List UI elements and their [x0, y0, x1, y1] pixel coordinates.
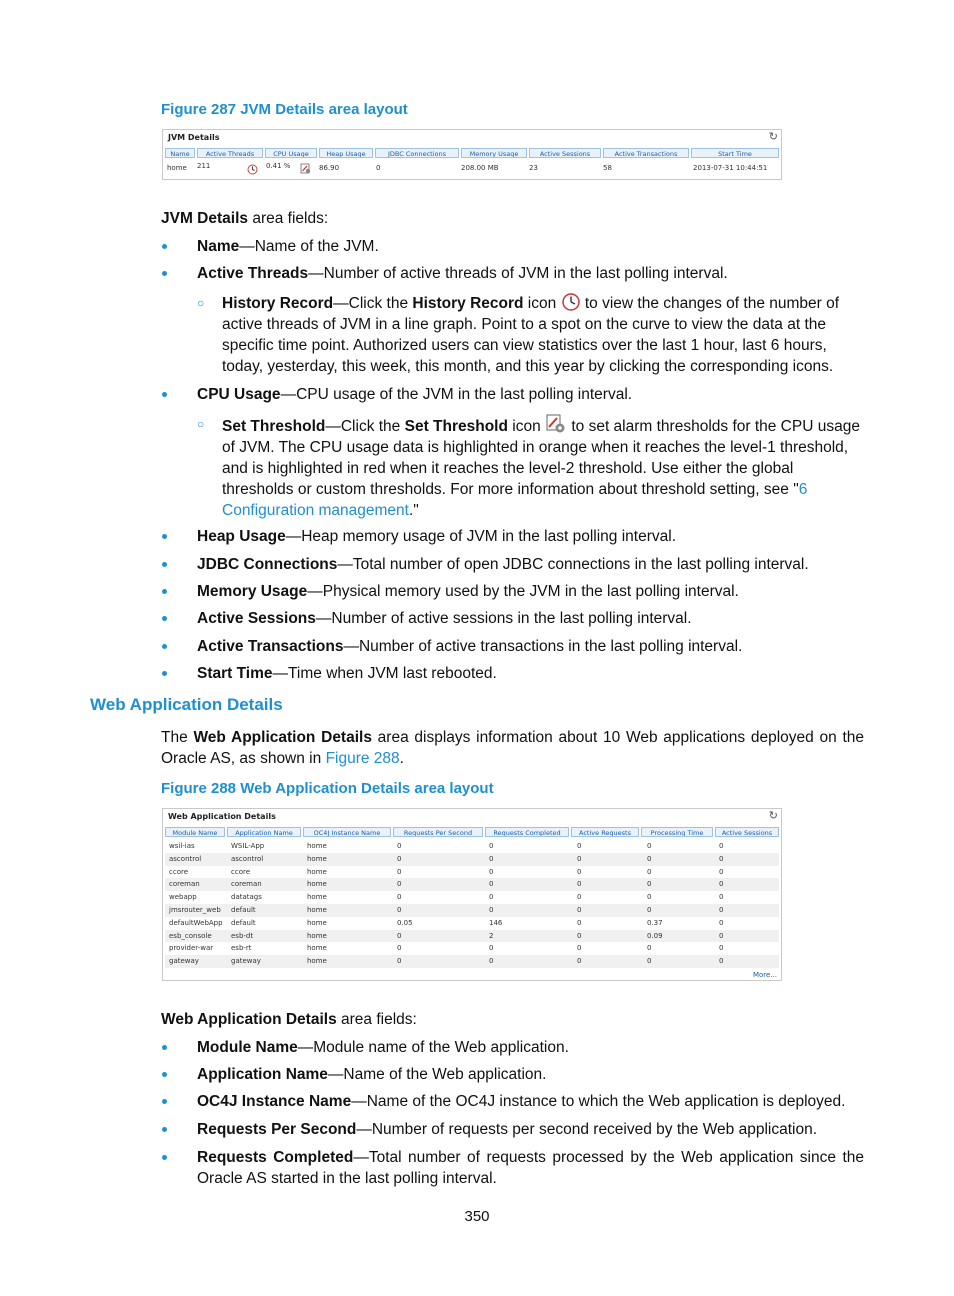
cell-active-requests: 0	[577, 944, 582, 953]
cell-oc4j-instance: home	[307, 854, 327, 863]
bullet-icon	[162, 644, 170, 652]
list-item: Start Time—Time when JVM last rebooted.	[197, 665, 497, 682]
cell-oc4j-instance: home	[307, 906, 327, 914]
cell-oc4j-instance: home	[307, 918, 327, 927]
list-item: Name—Name of the JVM.	[197, 238, 379, 255]
col-header-cpu-usage[interactable]: CPU Usage	[265, 148, 317, 158]
cell-active-sessions: 0	[719, 918, 724, 927]
page-number: 350	[464, 1208, 490, 1225]
cell-requests-per-second: 0	[397, 880, 402, 889]
cell-requests-per-second: 0	[397, 906, 402, 914]
cell-threads: 211	[197, 162, 211, 170]
cell-module-name: esb_console	[169, 931, 212, 940]
cell-active-requests: 0	[577, 918, 582, 927]
list-item: JDBC Connections—Total number of open JDBC connections in the last polling interval.	[197, 556, 809, 573]
table-row[interactable]	[165, 853, 779, 866]
table-row	[165, 162, 779, 176]
cell-active-requests: 0	[577, 854, 582, 863]
col-header-name[interactable]: Name	[165, 148, 195, 158]
list-item: Active Sessions—Number of active sessions in the last polling interval.	[197, 610, 692, 627]
col-header-active-sessions[interactable]: Active Sessions	[529, 148, 601, 158]
bullet-icon	[162, 616, 170, 624]
col-header-active-threads[interactable]: Active Threads	[197, 148, 263, 158]
list-item: Active Transactions—Number of active transactions in the last polling interval.	[197, 638, 743, 655]
cell-memory: 208.00 MB	[461, 164, 499, 172]
bullet-icon	[162, 244, 170, 252]
col-header-jdbc-connections[interactable]: JDBC Connections	[375, 148, 459, 158]
col-header-processing-time[interactable]: Processing Time	[641, 827, 713, 837]
table-row[interactable]	[165, 866, 779, 879]
web-fields-intro: Web Application Details area fields:	[161, 1011, 417, 1028]
cell-application-name: WSIL-App	[231, 842, 265, 850]
cell-requests-completed: 2	[489, 931, 494, 940]
table-row[interactable]	[165, 891, 779, 904]
bullet-icon	[162, 562, 170, 570]
jvm-fields-intro: JVM Details area fields:	[161, 210, 329, 227]
figure-288-caption: Figure 288 Web Application Details area layout	[161, 780, 494, 797]
col-header-active-sessions[interactable]: Active Sessions	[715, 827, 779, 837]
table-body	[163, 840, 781, 970]
cell-requests-per-second: 0	[397, 944, 402, 953]
more-link[interactable]: More...	[752, 971, 777, 979]
table-row[interactable]	[165, 878, 779, 891]
table-row[interactable]	[165, 840, 779, 853]
cell-active-sessions: 0	[719, 957, 724, 966]
cell-processing-time: 0	[647, 842, 652, 850]
cell-requests-per-second: 0	[397, 867, 402, 876]
col-header-start-time[interactable]: Start Time	[691, 148, 779, 158]
cell-requests-per-second: 0.05	[397, 918, 413, 927]
cell-requests-per-second: 0	[397, 842, 402, 850]
cell-requests-completed: 0	[489, 957, 494, 966]
sub-list-item-set-threshold: Set Threshold—Click the Set Threshold icon to set alarm thresholds for the CPU usage of JVM. The CPU usage data is highlighted in orange when it reaches the level-1 threshold, and is highlighted in red when it reaches the level-2 threshold. Use either the global thresholds or custom thresholds. For more information about threshold setting, see "6 Configuration management."	[222, 414, 864, 521]
col-header-requests-per-second[interactable]: Requests Per Second	[393, 827, 483, 837]
cell-requests-completed: 0	[489, 893, 494, 902]
cell-requests-completed: 0	[489, 880, 494, 889]
table-header	[165, 827, 779, 837]
sub-list-item-history-record: History Record—Click the History Record icon to view the changes of the number of active threads of JVM in a line graph. Point to a spot on the curve to view the data at the specific time point. Authorized users can view statistics over the last 1 hour, last 6 hours, today, yesterday, this week, this month, and this year by clicking the corresponding icons.	[222, 295, 840, 375]
cell-requests-completed: 0	[489, 854, 494, 863]
cell-module-name: webapp	[169, 893, 197, 902]
cell-oc4j-instance: home	[307, 957, 327, 966]
cell-cpu: 0.41 %	[266, 162, 291, 170]
cell-active-requests: 0	[577, 842, 582, 850]
col-header-application-name[interactable]: Application Name	[227, 827, 301, 837]
list-item: Active Threads—Number of active threads of JVM in the last polling interval.	[197, 265, 728, 282]
sub-bullet-icon: ○	[197, 417, 205, 431]
refresh-icon[interactable]: ↻	[768, 809, 778, 822]
bullet-icon	[162, 1127, 170, 1135]
cell-oc4j-instance: home	[307, 842, 327, 850]
col-header-heap-usage[interactable]: Heap Usage	[319, 148, 373, 158]
list-item: Requests Completed—Total number of requests processed by the Web application since the Oracle AS started in the last polling interval.	[197, 1149, 864, 1187]
cell-processing-time: 0	[647, 867, 652, 876]
bullet-icon	[162, 1045, 170, 1053]
cell-requests-per-second: 0	[397, 957, 402, 966]
cell-application-name: coreman	[231, 880, 262, 889]
bullet-icon	[162, 271, 170, 279]
sub-bullet-icon: ○	[197, 296, 205, 310]
cell-processing-time: 0	[647, 906, 652, 914]
bullet-icon	[162, 534, 170, 542]
bullet-icon	[162, 589, 170, 597]
cell-requests-completed: 146	[489, 918, 503, 927]
table-row[interactable]	[165, 904, 779, 917]
table-row[interactable]	[165, 930, 779, 943]
cell-module-name: jmsrouter_web	[169, 906, 221, 914]
cell-requests-per-second: 0	[397, 893, 402, 902]
bullet-icon	[162, 1099, 170, 1107]
cell-oc4j-instance: home	[307, 944, 327, 953]
cell-active-sessions: 0	[719, 893, 724, 902]
cell-name: home	[167, 164, 187, 172]
cell-active-sessions: 0	[719, 842, 724, 850]
table-row[interactable]	[165, 942, 779, 955]
cell-heap: 86.90	[319, 164, 340, 172]
list-item: OC4J Instance Name—Name of the OC4J instance to which the Web application is deployed.	[197, 1093, 846, 1110]
cell-processing-time: 0	[647, 893, 652, 902]
panel-title: JVM Details	[168, 133, 220, 142]
bullet-icon	[162, 1072, 170, 1080]
cell-jdbc: 0	[376, 164, 381, 172]
section-heading: Web Application Details	[90, 695, 283, 714]
cell-start-time: 2013-07-31 10:44:51	[693, 164, 768, 172]
cell-oc4j-instance: home	[307, 867, 327, 876]
cell-oc4j-instance: home	[307, 893, 327, 902]
cell-module-name: wsil-ias	[169, 842, 195, 850]
cell-active-requests: 0	[577, 867, 582, 876]
cell-processing-time: 0	[647, 944, 652, 953]
list-item: Module Name—Module name of the Web application.	[197, 1039, 569, 1056]
cell-application-name: datatags	[231, 893, 262, 902]
configuration-management-link[interactable]: 6 Configuration management	[222, 481, 808, 519]
cell-oc4j-instance: home	[307, 931, 327, 940]
cell-application-name: esb-rt	[231, 944, 252, 953]
cell-active-requests: 0	[577, 880, 582, 889]
cell-module-name: ccore	[169, 867, 189, 876]
cell-transactions: 58	[603, 164, 612, 172]
cell-active-sessions: 0	[719, 867, 724, 876]
cell-requests-completed: 0	[489, 944, 494, 953]
cell-active-sessions: 0	[719, 944, 724, 953]
cell-processing-time: 0.09	[647, 931, 663, 940]
cell-active-requests: 0	[577, 957, 582, 966]
cell-active-requests: 0	[577, 906, 582, 914]
list-item: Memory Usage—Physical memory used by the JVM in the last polling interval.	[197, 583, 739, 600]
cell-active-requests: 0	[577, 893, 582, 902]
table-row[interactable]	[165, 917, 779, 930]
cell-processing-time: 0	[647, 880, 652, 889]
set-threshold-icon	[545, 414, 567, 434]
cell-requests-per-second: 0	[397, 854, 402, 863]
table-header	[165, 148, 779, 158]
web-application-details-panel	[162, 808, 782, 981]
list-item: CPU Usage—CPU usage of the JVM in the last polling interval.	[197, 386, 633, 403]
bullet-icon	[162, 392, 170, 400]
cell-requests-completed: 0	[489, 842, 494, 850]
cell-processing-time: 0	[647, 957, 652, 966]
list-item: Heap Usage—Heap memory usage of JVM in the last polling interval.	[197, 528, 676, 545]
web-section-paragraph: The Web Application Details area displays information about 10 Web applications deployed on the Oracle AS, as shown in Figure 288.	[161, 729, 864, 767]
bullet-icon	[162, 1155, 170, 1163]
cell-application-name: gateway	[231, 957, 261, 966]
cell-module-name: gateway	[169, 957, 199, 966]
figure-288-link[interactable]: Figure 288	[325, 750, 400, 767]
cell-requests-completed: 0	[489, 906, 494, 914]
col-header-active-requests[interactable]: Active Requests	[571, 827, 639, 837]
set-threshold-icon[interactable]	[300, 163, 311, 174]
list-item: Requests Per Second—Number of requests per second received by the Web application.	[197, 1121, 818, 1138]
cell-active-sessions: 0	[719, 931, 724, 940]
figure-287-caption: Figure 287 JVM Details area layout	[161, 101, 408, 118]
col-header-module-name[interactable]: Module Name	[165, 827, 225, 837]
cell-requests-per-second: 0	[397, 931, 402, 940]
cell-oc4j-instance: home	[307, 880, 327, 889]
jvm-details-panel	[162, 129, 782, 180]
list-item: Application Name—Name of the Web application.	[197, 1066, 547, 1083]
cell-application-name: esb-dt	[231, 931, 254, 940]
cell-sessions: 23	[529, 164, 538, 172]
refresh-icon[interactable]: ↻	[768, 130, 778, 143]
cell-active-sessions: 0	[719, 906, 724, 914]
cell-active-sessions: 0	[719, 854, 724, 863]
cell-module-name: provider-war	[169, 944, 214, 953]
cell-application-name: ccore	[231, 867, 251, 876]
history-record-icon[interactable]	[247, 164, 258, 175]
history-record-icon	[561, 293, 581, 311]
cell-application-name: default	[231, 906, 256, 914]
cell-processing-time: 0	[647, 854, 652, 863]
cell-module-name: ascontrol	[169, 854, 202, 863]
cell-application-name: default	[231, 918, 256, 927]
cell-application-name: ascontrol	[231, 854, 264, 863]
col-header-oc4j-instance-name[interactable]: OC4J Instance Name	[303, 827, 391, 837]
table-row[interactable]	[165, 955, 779, 968]
cell-module-name: coreman	[169, 880, 200, 889]
col-header-requests-completed[interactable]: Requests Completed	[485, 827, 569, 837]
cell-processing-time: 0.37	[647, 918, 663, 927]
col-header-active-transactions[interactable]: Active Transactions	[603, 148, 689, 158]
cell-active-sessions: 0	[719, 880, 724, 889]
cell-active-requests: 0	[577, 931, 582, 940]
col-header-memory-usage[interactable]: Memory Usage	[461, 148, 527, 158]
panel-title: Web Application Details	[168, 812, 276, 821]
cell-module-name: defaultWebApp	[169, 918, 223, 927]
cell-requests-completed: 0	[489, 867, 494, 876]
bullet-icon	[162, 671, 170, 679]
